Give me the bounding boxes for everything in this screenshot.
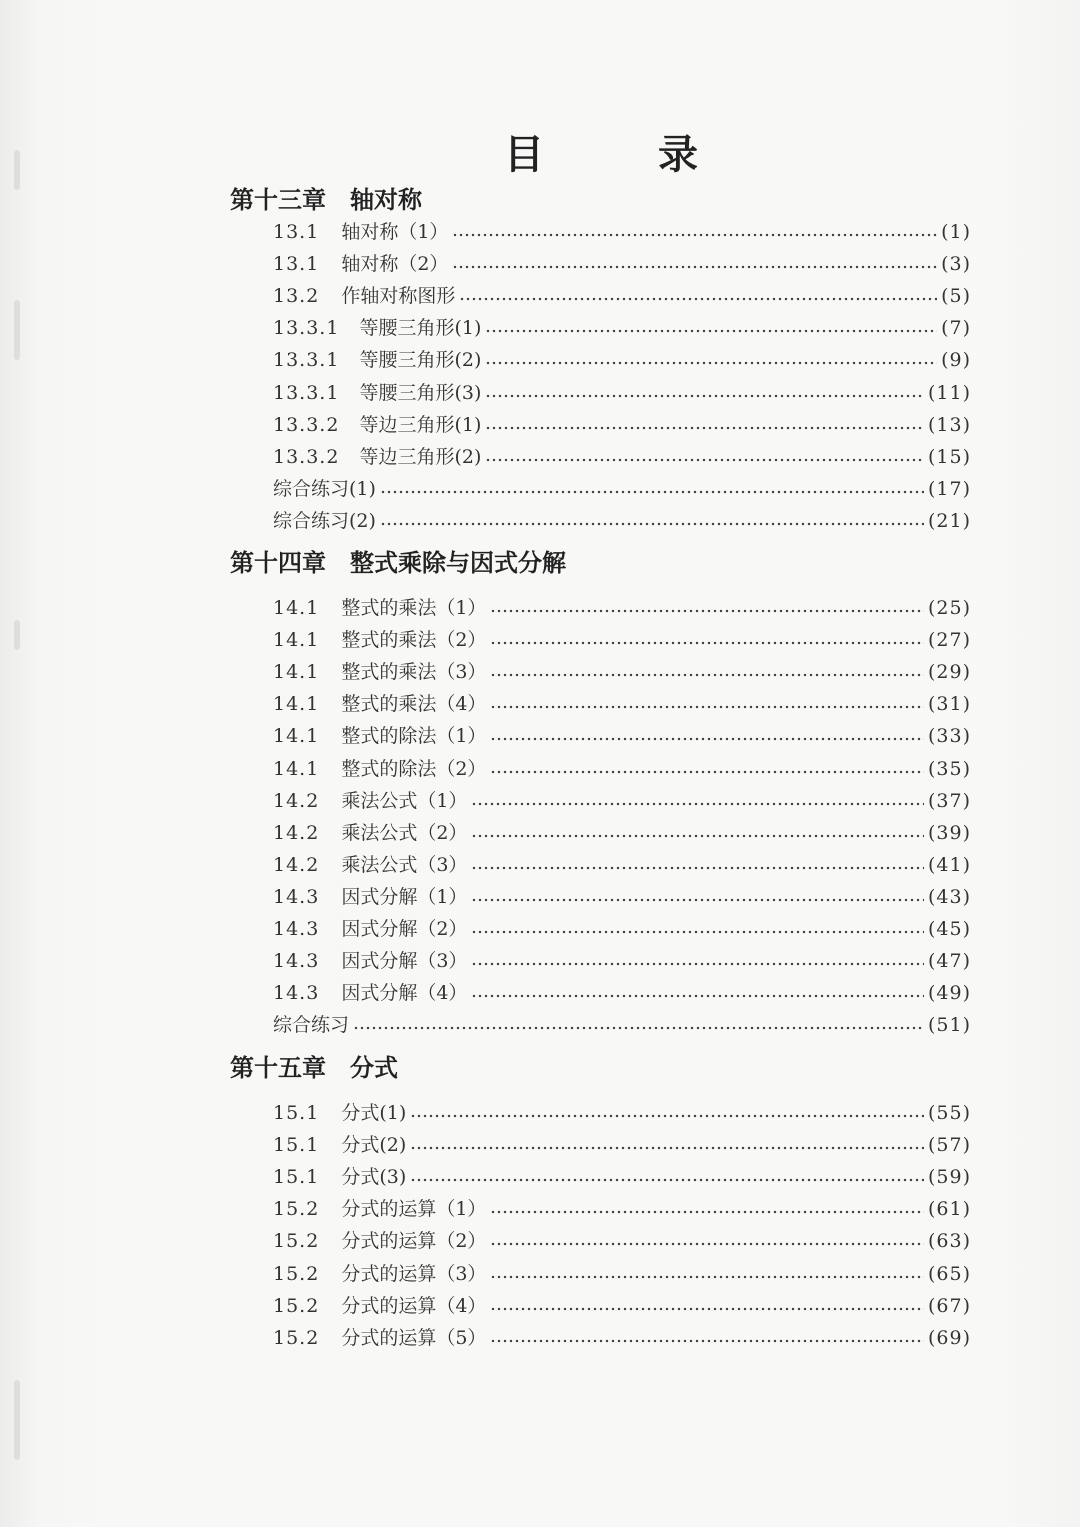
chapter-name: 整式乘除与因式分解: [350, 548, 566, 577]
toc-entry-title: 整式的除法（2）: [341, 757, 487, 780]
toc-entry[interactable]: [273, 657, 971, 687]
toc-entry-page: (39): [927, 821, 971, 844]
toc-entry-page: (55): [927, 1102, 971, 1124]
toc-entry-number: 15.2: [273, 1294, 320, 1317]
toc-entry[interactable]: [273, 378, 971, 408]
toc-entry[interactable]: [273, 754, 971, 784]
dot-leader: [485, 329, 937, 333]
toc-entry-number: 14.2: [273, 789, 320, 812]
toc-entry-page: (9): [941, 349, 971, 372]
dot-leader: [490, 770, 924, 774]
toc-entry-number: 14.1: [273, 597, 320, 619]
toc-entry-number: 13.1: [273, 221, 320, 243]
toc-entry-page: (3): [941, 253, 971, 276]
toc-entry-number: 14.1: [273, 725, 320, 748]
toc-entry-title: 整式的乘法（3）: [341, 661, 487, 684]
toc-entry[interactable]: [273, 313, 971, 343]
toc-entry-page: (59): [927, 1166, 971, 1189]
toc-entry[interactable]: [273, 217, 971, 247]
toc-entry-title: 分式的运算（2）: [341, 1230, 487, 1253]
toc-entry-title: 整式的乘法（1）: [341, 597, 487, 619]
toc-entry-page: (35): [927, 757, 971, 780]
toc-entry-title: 等腰三角形(2): [359, 349, 482, 372]
toc-entry-number: 14.3: [273, 982, 320, 1005]
toc-entry-number: 14.3: [273, 918, 320, 940]
dot-leader: [490, 1307, 924, 1311]
toc-entry-title: 等腰三角形(3): [359, 381, 482, 404]
toc-entry-title: 整式的除法（1）: [341, 725, 487, 748]
dot-leader: [490, 1339, 924, 1343]
dot-leader: [452, 233, 937, 237]
dot-leader: [485, 394, 924, 398]
toc-entry-number: 15.1: [273, 1134, 320, 1157]
dot-leader: [471, 898, 924, 902]
toc-entry[interactable]: [273, 1226, 971, 1256]
toc-entry-title: 分式的运算（3）: [341, 1262, 487, 1285]
toc-entry-number: 13.3.1: [273, 349, 340, 372]
dot-leader: [471, 994, 924, 998]
toc-entry-page: (21): [927, 509, 971, 532]
toc-entry-page: (25): [927, 597, 971, 619]
toc-entry-number: 13.3.2: [273, 413, 340, 436]
dot-leader: [471, 834, 924, 838]
dot-leader: [485, 458, 924, 462]
dot-leader: [410, 1114, 924, 1118]
toc-entry-page: (13): [927, 413, 971, 436]
toc-entry[interactable]: [273, 1194, 971, 1224]
toc-entry[interactable]: [273, 345, 971, 375]
toc-entry-number: 15.1: [273, 1102, 320, 1124]
toc-entry[interactable]: [273, 1098, 971, 1128]
dot-leader: [471, 930, 924, 934]
toc-entry-page: (33): [927, 725, 971, 748]
toc-entry[interactable]: [273, 946, 971, 976]
toc-entry[interactable]: [273, 721, 971, 751]
dot-leader: [471, 962, 924, 966]
dot-leader: [490, 609, 924, 613]
toc-entry-page: (17): [927, 477, 971, 500]
dot-leader: [485, 426, 924, 430]
chapter-heading: [230, 1050, 398, 1086]
toc-entry[interactable]: [273, 978, 971, 1008]
toc-entry-title: 等边三角形(2): [359, 445, 482, 468]
toc-entry-title: 作轴对称图形: [341, 285, 456, 308]
toc-entry-number: 14.2: [273, 821, 320, 844]
toc-entry-number: 13.3.1: [273, 317, 340, 340]
page-title-char: 录: [658, 131, 698, 178]
dot-leader: [459, 297, 937, 301]
toc-entry[interactable]: [273, 689, 971, 719]
scan-edge-mark: [14, 300, 20, 360]
toc-entry-title: 分式(2): [341, 1134, 407, 1157]
toc-entry[interactable]: [273, 1323, 971, 1353]
chapter-name: 分式: [350, 1053, 398, 1082]
toc-entry-page: (65): [927, 1262, 971, 1285]
dot-leader: [490, 641, 924, 645]
toc-entry-number: 14.1: [273, 661, 320, 684]
dot-leader: [490, 705, 924, 709]
dot-leader: [353, 1026, 924, 1030]
toc-entry-title: 分式(1): [341, 1102, 407, 1124]
toc-entry-title: 综合练习: [273, 1014, 350, 1037]
toc-entry-page: (27): [927, 629, 971, 652]
toc-entry-title: 综合练习(2): [273, 509, 376, 532]
scan-edge-mark: [14, 620, 20, 650]
dot-leader: [410, 1178, 924, 1182]
toc-entry[interactable]: [273, 281, 971, 311]
page-title-char: 目: [504, 131, 544, 178]
toc-entry-title: 因式分解（3）: [341, 950, 468, 973]
toc-entry[interactable]: [273, 249, 971, 279]
toc-entry-page: (1): [941, 221, 971, 243]
toc-entry-page: (69): [927, 1326, 971, 1349]
toc-entry-title: 因式分解（1）: [341, 885, 468, 908]
toc-entry-title: 轴对称（1）: [341, 221, 449, 243]
dot-leader: [471, 866, 924, 870]
dot-leader: [490, 673, 924, 677]
chapter-label: 第十三章: [230, 185, 326, 214]
toc-entry-title: 整式的乘法（2）: [341, 629, 487, 652]
dot-leader: [490, 1275, 924, 1279]
toc-entry-number: 14.3: [273, 885, 320, 908]
toc-entry-number: 13.3.1: [273, 381, 340, 404]
dot-leader: [485, 361, 937, 365]
toc-entry-page: (51): [927, 1014, 971, 1037]
dot-leader: [471, 802, 924, 806]
dot-leader: [490, 737, 924, 741]
dot-leader: [490, 1242, 924, 1246]
toc-entry-page: (5): [941, 285, 971, 308]
toc-entry-number: 14.1: [273, 693, 320, 716]
dot-leader: [490, 1210, 924, 1214]
toc-entry-title: 乘法公式（1）: [341, 789, 468, 812]
toc-entry-number: 15.2: [273, 1262, 320, 1285]
toc-entry-number: 15.2: [273, 1326, 320, 1349]
toc-entry[interactable]: [273, 850, 971, 880]
toc-entry[interactable]: [273, 442, 971, 472]
toc-entry-page: (45): [927, 918, 971, 940]
toc-entry-title: 分式(3): [341, 1166, 407, 1189]
chapter-heading: [230, 545, 566, 581]
toc-entry-number: 15.2: [273, 1198, 320, 1221]
toc-entry-page: (49): [927, 982, 971, 1005]
chapter-name: 轴对称: [350, 185, 422, 214]
toc-entry[interactable]: [273, 914, 971, 944]
toc-entry-number: 15.1: [273, 1166, 320, 1189]
toc-entry[interactable]: [273, 818, 971, 848]
toc-entry-number: 14.1: [273, 629, 320, 652]
toc-entry-page: (15): [927, 445, 971, 468]
toc-entry-page: (43): [927, 885, 971, 908]
toc-entry-title: 等腰三角形(1): [359, 317, 482, 340]
page-title: [0, 130, 1080, 180]
toc-entry[interactable]: [273, 1010, 971, 1040]
toc-entry-title: 分式的运算（5）: [341, 1326, 487, 1349]
toc-entry-page: (7): [941, 317, 971, 340]
toc-entry-title: 整式的乘法（4）: [341, 693, 487, 716]
toc-entry-number: 14.2: [273, 853, 320, 876]
toc-entry-title: 分式的运算（4）: [341, 1294, 487, 1317]
dot-leader: [410, 1146, 924, 1150]
toc-entry-title: 综合练习(1): [273, 477, 376, 500]
toc-entry-page: (47): [927, 950, 971, 973]
chapter-label: 第十五章: [230, 1053, 326, 1082]
toc-entry[interactable]: [273, 1259, 971, 1289]
toc-entry-page: (37): [927, 789, 971, 812]
toc-entry[interactable]: [273, 593, 971, 623]
toc-entry-number: 13.1: [273, 253, 320, 276]
toc-entry[interactable]: [273, 1162, 971, 1192]
toc-entry-number: 13.2: [273, 285, 320, 308]
scan-edge-mark: [14, 1380, 20, 1460]
toc-entry[interactable]: [273, 1291, 971, 1321]
toc-entry-page: (67): [927, 1294, 971, 1317]
toc-entry[interactable]: [273, 506, 971, 536]
toc-entry-title: 分式的运算（1）: [341, 1198, 487, 1221]
toc-entry[interactable]: [273, 625, 971, 655]
dot-leader: [380, 490, 924, 494]
toc-entry-title: 乘法公式（2）: [341, 821, 468, 844]
toc-entry-page: (31): [927, 693, 971, 716]
toc-entry-title: 乘法公式（3）: [341, 853, 468, 876]
toc-entry-number: 15.2: [273, 1230, 320, 1253]
toc-entry[interactable]: [273, 882, 971, 912]
toc-entry-page: (41): [927, 853, 971, 876]
toc-entry-title: 轴对称（2）: [341, 253, 449, 276]
dot-leader: [452, 265, 937, 269]
toc-entry-page: (11): [927, 381, 971, 404]
chapter-label: 第十四章: [230, 548, 326, 577]
toc-entry-page: (61): [927, 1198, 971, 1221]
toc-entry-title: 因式分解（4）: [341, 982, 468, 1005]
toc-entry-title: 因式分解（2）: [341, 918, 468, 940]
toc-entry-page: (57): [927, 1134, 971, 1157]
toc-entry[interactable]: [273, 1130, 971, 1160]
chapter-heading: [230, 182, 422, 218]
toc-entry[interactable]: [273, 410, 971, 440]
toc-entry-number: 13.3.2: [273, 445, 340, 468]
toc-entry-number: 14.1: [273, 757, 320, 780]
toc-entry-number: 14.3: [273, 950, 320, 973]
toc-entry-page: (29): [927, 661, 971, 684]
toc-entry[interactable]: [273, 474, 971, 504]
toc-entry[interactable]: [273, 786, 971, 816]
dot-leader: [380, 522, 924, 526]
toc-entry-page: (63): [927, 1230, 971, 1253]
toc-entry-title: 等边三角形(1): [359, 413, 482, 436]
